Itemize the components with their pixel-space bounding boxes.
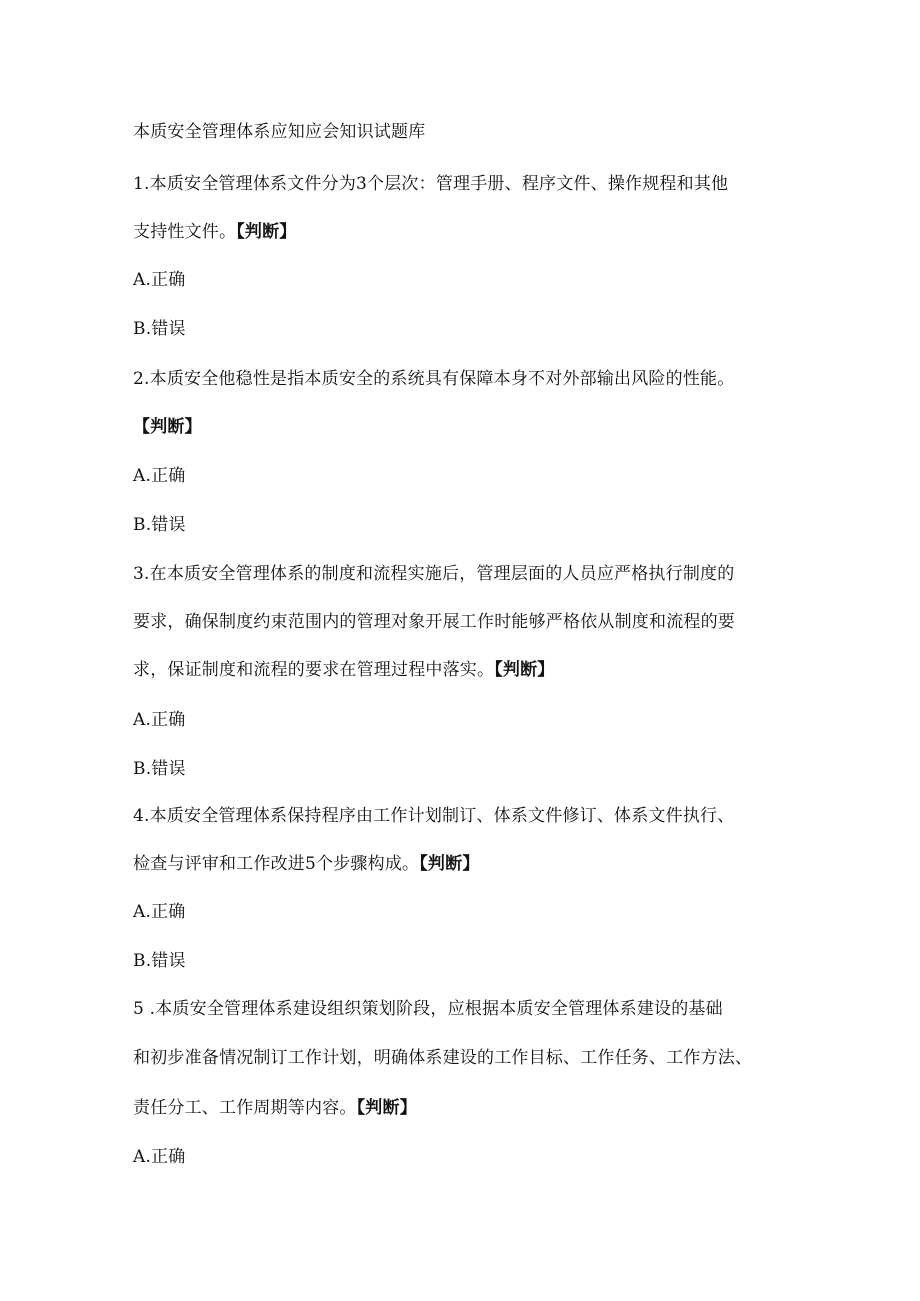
question-4-line-1: 4.本质安全管理体系保持程序由工作计划制订、体系文件修订、体系文件执行、	[133, 806, 735, 826]
question-1-text: 支持性文件。	[133, 222, 237, 242]
question-1-line-2	[133, 221, 297, 243]
question-1-option-b: B.错误	[133, 319, 186, 339]
question-1-option-a: A.正确	[133, 270, 186, 290]
question-3-line-1: 3.在本质安全管理体系的制度和流程实施后，管理层面的人员应严格执行制度的	[133, 564, 735, 584]
question-4-line-2	[133, 853, 480, 875]
question-2-option-a: A.正确	[133, 466, 186, 486]
question-5-text: 责任分工、工作周期等内容。	[133, 1098, 357, 1118]
question-1-type-tag: 【判断】	[236, 222, 297, 242]
question-5-line-2: 和初步准备情况制订工作计划，明确体系建设的工作目标、工作任务、工作方法、	[133, 1048, 753, 1068]
question-3-line-2: 要求，确保制度约束范围内的管理对象开展工作时能够严格依从制度和流程的要	[133, 612, 735, 632]
question-4-type-tag: 【判断】	[419, 854, 480, 874]
question-3-text: 求，保证制度和流程的要求在管理过程中落实。	[133, 660, 495, 680]
question-4-option-a: A.正确	[133, 902, 186, 922]
question-5-line-3	[133, 1097, 417, 1119]
question-5-type-tag: 【判断】	[356, 1098, 417, 1118]
question-3-option-b: B.错误	[133, 759, 186, 779]
question-3-line-3	[133, 659, 555, 681]
question-5-line-1: 5 .本质安全管理体系建设组织策划阶段，应根据本质安全管理体系建设的基础	[133, 999, 723, 1019]
question-2-type-tag: 【判断】	[133, 417, 202, 437]
question-4-text: 检查与评审和工作改进5个步骤构成。	[133, 854, 420, 874]
question-5-option-a: A.正确	[133, 1147, 186, 1167]
document-title: 本质安全管理体系应知应会知识试题库	[133, 122, 426, 142]
question-3-option-a: A.正确	[133, 710, 186, 730]
question-2-option-b: B.错误	[133, 515, 186, 535]
question-3-type-tag: 【判断】	[494, 660, 555, 680]
question-4-option-b: B.错误	[133, 951, 186, 971]
question-1-line-1: 1.本质安全管理体系文件分为3个层次：管理手册、程序文件、操作规程和其他	[133, 174, 729, 194]
question-2-line-1: 2.本质安全他稳性是指本质安全的系统具有保障本身不对外部输出风险的性能。	[133, 369, 735, 389]
